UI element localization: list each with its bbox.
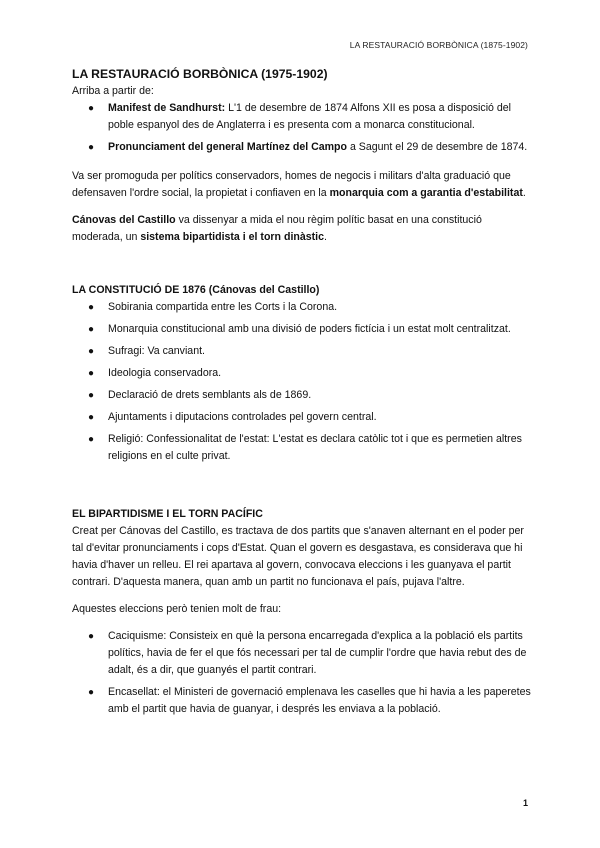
constitution-list [72,299,532,465]
list-item [72,100,532,134]
fraud-list [72,628,532,718]
bipartidism-paragraph-2: Aquestes eleccions però tenien molt de frau: [72,603,282,615]
item-text: a Sagunt el 29 de desembre de 1874. [347,141,528,153]
intro-paragraph-2 [72,212,532,246]
list-item [72,139,532,156]
item-strong: Pronunciament del general Martínez del Campo [108,141,347,153]
para-text: . [522,187,526,199]
bullet-icon: ● [88,302,95,313]
item-text: Monarquia constitucional amb una divisió de poders fictícia i un estat molt centralitzat. [108,323,511,335]
item-text: Declaració de drets semblants als de 1869. [108,389,312,401]
running-header: LA RESTAURACIÓ BORBÒNICA (1875-1902) [349,40,528,50]
bullet-icon: ● [88,103,95,114]
list-item [72,684,532,718]
bullet-icon: ● [88,412,95,423]
item-text: Sobirania compartida entre les Corts i la Corona. [108,301,338,313]
para-text: . [324,231,327,243]
bullet-icon: ● [88,368,95,379]
para-text: Va ser promoguda per polítics conservadors, homes de negocis i militars d'alta graduació que defensaven l'ordre social, la propietat i confiaven en la [72,170,511,199]
para-strong: Cánovas del Castillo [72,214,176,226]
bullet-icon: ● [88,631,95,642]
intro-list [72,100,532,156]
list-item [72,365,532,382]
bullet-icon: ● [88,324,95,335]
item-text: Religió: Confessionalitat de l'estat: L'estat es declara catòlic tot i que es permetien altres religions en el culte privat. [108,433,522,462]
document-title: LA RESTAURACIÓ BORBÒNICA (1975-1902) [72,67,328,81]
list-item [72,409,532,426]
para-strong: sistema bipartidista i el torn dinàstic [140,231,325,243]
para-text: va dissenyar a mida el nou règim polític basat en una constitució moderada, un [72,214,482,243]
item-text: Ajuntaments i diputacions controlades pel govern central. [108,411,377,423]
page-number: 1 [522,798,528,808]
bipartidism-paragraph-1: Creat per Cánovas del Castillo, es tractava de dos partits que s'anaven alternant en el poder per tal d'evitar pronunciaments i cops d'Estat. Quan el govern es desgastava, es considerava que hi havia d'haver un relleu. El rei apartava al govern, convocava eleccions i les guanyava el partit contrari. D'aquesta manera, quan amb un partit no funcionava el país, pujava l'altre. [72,525,524,588]
item-text: Caciquisme: Consisteix en què la persona encarregada d'explica a la població els partits polítics, havia de fer el que fós necessari per tal de cumplir l'ordre que havia rebut des de adalt, és a dir, que guanyés el partit contrari. [108,630,527,676]
intro-paragraph-1 [72,168,532,202]
list-item [72,299,532,316]
list-item [72,387,532,404]
bullet-icon: ● [88,346,95,357]
para-strong: monarquia com a garantia d'estabilitat [329,187,523,199]
item-text: Ideologia conservadora. [108,367,222,379]
item-text: Encasellat: el Ministeri de governació emplenava les caselles que hi havia a les paperetes amb el partit que havia de guanyar, i després les enviava a la població. [108,686,531,715]
constitution-heading: LA CONSTITUCIÓ DE 1876 (Cánovas del Castillo) [72,284,320,296]
page-content [72,66,532,723]
intro-lead: Arriba a partir de: [72,85,154,97]
item-strong: Manifest de Sandhurst: [108,102,226,114]
bullet-icon: ● [88,390,95,401]
list-item [72,321,532,338]
list-item [72,343,532,360]
list-item [72,431,532,465]
bullet-icon: ● [88,687,95,698]
list-item [72,628,532,679]
bipartidism-heading: EL BIPARTIDISME I EL TORN PACÍFIC [72,508,263,520]
bullet-icon: ● [88,434,95,445]
bullet-icon: ● [88,142,95,153]
item-text: L'1 de desembre de 1874 Alfons XII es posa a disposició del poble espanyol des de Anglaterra i es presenta com a monarca constitucional. [108,102,512,131]
item-text: Sufragi: Va canviant. [108,345,205,357]
